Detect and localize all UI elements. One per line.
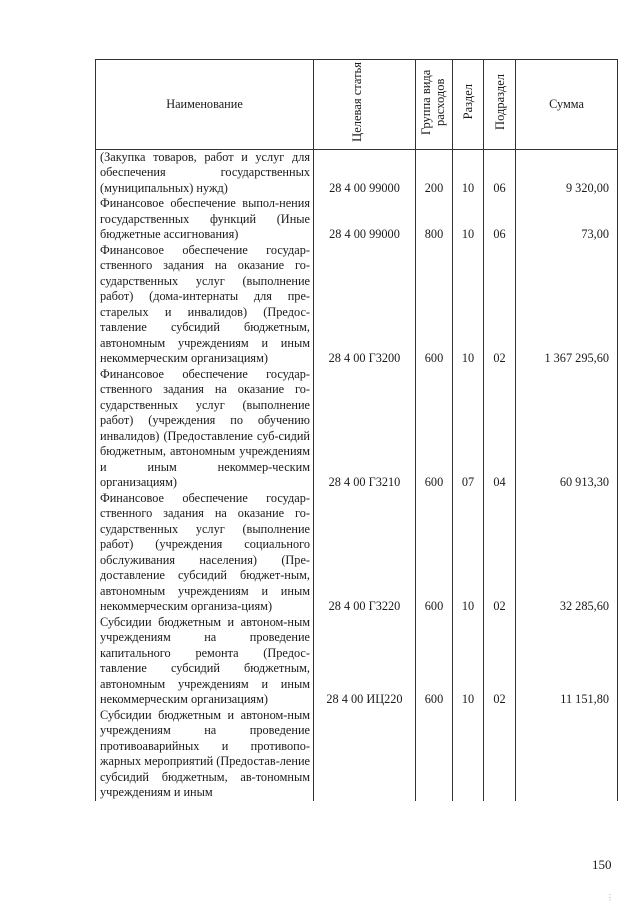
- header-expense-group: [416, 60, 453, 150]
- row-group: 600: [416, 243, 453, 367]
- row-sum: 1 367 295,60: [516, 243, 618, 367]
- row-section: 10: [453, 243, 484, 367]
- row-article: 28 4 00 Г3200: [314, 243, 416, 367]
- header-section-label: Раздел: [461, 84, 475, 120]
- table-row: [96, 149, 618, 196]
- row-article: 28 4 00 Г3220: [314, 491, 416, 615]
- header-section: [453, 60, 484, 150]
- table-row: [96, 491, 618, 615]
- header-expense-group-label: Группа вида расходов: [419, 69, 447, 135]
- table-row: [96, 708, 618, 801]
- row-group: 800: [416, 196, 453, 243]
- row-group: 600: [416, 615, 453, 708]
- row-name: Финансовое обеспечение государ-ственного задания на оказание го-сударственных услуг (выполнение работ) (учреждения социального обслуживания населения) (Пре-доставление субсидий бюджет-ным, автономным учреждениям и иным некоммерческим организа-циям): [96, 491, 314, 615]
- header-subsection-label: Подраздел: [492, 74, 507, 130]
- row-sum: 73,00: [516, 196, 618, 243]
- row-article: 28 4 00 99000: [314, 196, 416, 243]
- row-article: 28 4 00 ИЦ220: [314, 615, 416, 708]
- table-row: [96, 243, 618, 367]
- row-name: Субсидии бюджетным и автоном-ным учреждениям на проведение противоаварийных и противопо-жарных мероприятий (Предостав-ление субсидий бюджетным, ав-тономным учреждениям и иным: [96, 708, 314, 801]
- header-sum: Сумма: [516, 60, 618, 150]
- row-article: 28 4 00 Г3210: [314, 367, 416, 491]
- header-target-article-label: Целевая статья: [349, 62, 364, 142]
- row-group: 600: [416, 491, 453, 615]
- header-target-article: [314, 60, 416, 150]
- row-name: Финансовое обеспечение государ-ственного задания на оказание го-сударственных услуг (выполнение работ) (дома-интернаты для пре-старелых и инвалидов) (Предос-тавление субсидий бюджетным, автономным учреждениям и иным некоммерческим организациям): [96, 243, 314, 367]
- row-section: 10: [453, 491, 484, 615]
- row-sum: 60 913,30: [516, 367, 618, 491]
- row-name: Субсидии бюджетным и автоном-ным учреждениям на проведение капитального ремонта (Предос-тавление субсидий бюджетным, автономным учреждениям и иным некоммерческим организациям): [96, 615, 314, 708]
- table-row: [96, 615, 618, 708]
- row-sum: 32 285,60: [516, 491, 618, 615]
- row-section: 10: [453, 196, 484, 243]
- budget-table: [95, 59, 618, 801]
- row-name: (Закупка товаров, работ и услуг для обеспечения государственных (муниципальных) нужд): [96, 149, 314, 196]
- row-subsection: 06: [484, 196, 516, 243]
- row-sum: 9 320,00: [516, 149, 618, 196]
- row-subsection: 06: [484, 149, 516, 196]
- table-row: [96, 367, 618, 491]
- row-section: [453, 708, 484, 801]
- header-subsection: [484, 60, 516, 150]
- row-name: Финансовое обеспечение государ-ственного задания на оказание го-сударственных услуг (выполнение работ) (учреждения по обучению инвалидов) (Предоставление суб-сидий бюджетным, автономным учреждениям и иным некоммер-ческим организациям): [96, 367, 314, 491]
- row-section: 10: [453, 149, 484, 196]
- table-row: [96, 196, 618, 243]
- row-name: Финансовое обеспечение выпол-нения государственных функций (Иные бюджетные ассигнования): [96, 196, 314, 243]
- row-subsection: [484, 708, 516, 801]
- header-name: Наименование: [96, 60, 314, 150]
- row-section: 10: [453, 615, 484, 708]
- row-article: [314, 708, 416, 801]
- row-sum: [516, 708, 618, 801]
- row-group: 200: [416, 149, 453, 196]
- row-section: 07: [453, 367, 484, 491]
- row-subsection: 04: [484, 367, 516, 491]
- page-number: 150: [592, 857, 612, 872]
- row-group: [416, 708, 453, 801]
- row-group: 600: [416, 367, 453, 491]
- row-article: 28 4 00 99000: [314, 149, 416, 196]
- row-subsection: 02: [484, 491, 516, 615]
- row-subsection: 02: [484, 243, 516, 367]
- row-subsection: 02: [484, 615, 516, 708]
- row-sum: 11 151,80: [516, 615, 618, 708]
- table-header-row: [96, 60, 618, 150]
- corner-dots: ⋮: [606, 893, 615, 902]
